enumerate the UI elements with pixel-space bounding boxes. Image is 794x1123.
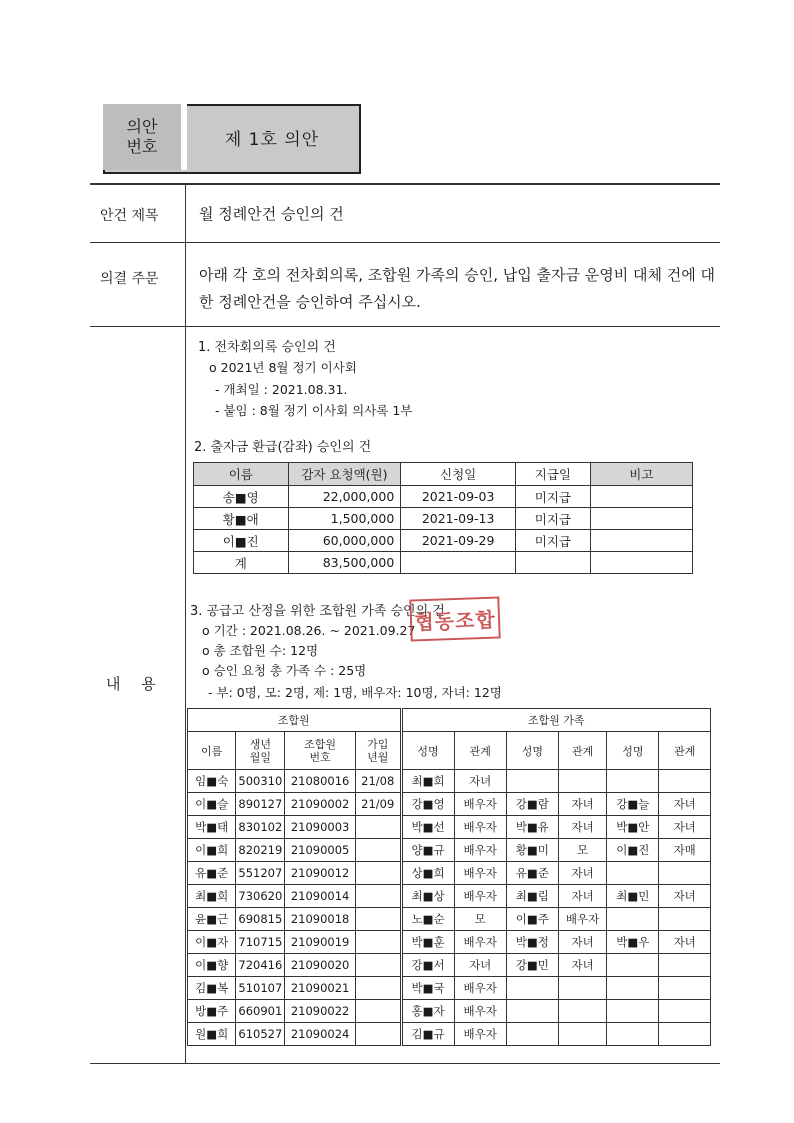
family-relation-1: 자녀 (454, 770, 506, 793)
member-birth: 890127 (236, 793, 285, 816)
section2-title: 2. 출자금 환급(감좌) 승인의 건 (194, 440, 372, 455)
section1-line2: - 개최일 : 2021.08.31. (215, 382, 348, 397)
member-birth: 710715 (236, 931, 285, 954)
family-relation-3: 자녀 (659, 816, 711, 839)
refund-table-header (194, 463, 693, 486)
table-row (188, 977, 711, 1000)
member-number: 21090018 (285, 908, 356, 931)
family-relation-header: 관계 (454, 732, 506, 770)
member-name: 이■희 (188, 839, 236, 862)
table-row (194, 530, 693, 552)
col-paydate-header: 지급일 (516, 463, 591, 486)
member-name: 유■준 (188, 862, 236, 885)
member-number: 21090005 (285, 839, 356, 862)
table-row (188, 1000, 711, 1023)
member-number: 21090019 (285, 931, 356, 954)
family-name-3 (607, 770, 659, 793)
member-join (355, 839, 401, 862)
family-name-1: 최■상 (401, 885, 454, 908)
member-number: 21090020 (285, 954, 356, 977)
family-relation-2: 모 (558, 839, 606, 862)
member-number: 21090003 (285, 816, 356, 839)
member-join: 21/09 (355, 793, 401, 816)
table-row (188, 954, 711, 977)
member-join-header: 가입 년월 (355, 732, 401, 770)
refund-note (590, 486, 692, 508)
family-name-2: 이■주 (506, 908, 558, 931)
family-relation-1: 배우자 (454, 1000, 506, 1023)
member-birth: 690815 (236, 908, 285, 931)
refund-amount: 60,000,000 (288, 530, 401, 552)
family-name-2 (506, 770, 558, 793)
member-join (355, 931, 401, 954)
member-join (355, 885, 401, 908)
family-relation-2: 자녀 (558, 816, 606, 839)
family-name-1: 박■국 (401, 977, 454, 1000)
member-birth-header: 생년 월일 (236, 732, 285, 770)
family-name-3 (607, 908, 659, 931)
member-name: 이■슬 (188, 793, 236, 816)
member-number: 21090021 (285, 977, 356, 1000)
refund-status: 미지급 (516, 508, 591, 530)
family-name-1: 강■영 (401, 793, 454, 816)
family-name-3 (607, 862, 659, 885)
family-relation-2: 자녀 (558, 931, 606, 954)
family-name-1: 박■훈 (401, 931, 454, 954)
refund-date: 2021-09-29 (401, 530, 516, 552)
family-name-3 (607, 1000, 659, 1023)
bottom-rule (90, 1063, 720, 1064)
family-relation-1: 배우자 (454, 931, 506, 954)
family-relation-3: 자녀 (659, 931, 711, 954)
member-name: 원■희 (188, 1023, 236, 1046)
refund-status: 미지급 (516, 486, 591, 508)
family-name-3: 박■우 (607, 931, 659, 954)
subject-label: 안건 제목 (100, 208, 159, 224)
family-name-3: 이■진 (607, 839, 659, 862)
col-note-header: 비고 (590, 463, 692, 486)
member-birth: 720416 (236, 954, 285, 977)
resolution-value: 아래 각 호의 전차회의록, 조합원 가족의 승인, 납입 출자금 운영비 대체 건에 대한 정례안건을 승인하여 주십시오. (199, 266, 715, 311)
family-name-2: 박■유 (506, 816, 558, 839)
agenda-label-line1: 의안 (126, 117, 158, 136)
agenda-number-label (103, 104, 187, 170)
family-name-header: 성명 (506, 732, 558, 770)
refund-name: 송■영 (194, 486, 289, 508)
total-amount: 83,500,000 (288, 552, 401, 574)
family-name-1: 김■규 (401, 1023, 454, 1046)
family-relation-1: 모 (454, 908, 506, 931)
family-name-1: 노■순 (401, 908, 454, 931)
refund-note (590, 530, 692, 552)
member-number: 21090024 (285, 1023, 356, 1046)
family-relation-2: 자녀 (558, 885, 606, 908)
family-name-3: 최■민 (607, 885, 659, 908)
table-row (188, 931, 711, 954)
member-name: 방■주 (188, 1000, 236, 1023)
family-relation-2 (558, 770, 606, 793)
family-name-1: 홍■자 (401, 1000, 454, 1023)
family-name-1: 상■희 (401, 862, 454, 885)
member-join (355, 954, 401, 977)
total-note (590, 552, 692, 574)
agenda-label-line2: 번호 (126, 137, 158, 156)
table-row (188, 770, 711, 793)
section1-line1: o 2021년 8월 정기 이사회 (209, 360, 357, 375)
family-name-header: 성명 (607, 732, 659, 770)
member-birth: 830102 (236, 816, 285, 839)
family-relation-2: 자녀 (558, 793, 606, 816)
family-table-header (188, 732, 711, 770)
table-row (194, 508, 693, 530)
refund-name: 황■애 (194, 508, 289, 530)
member-join (355, 977, 401, 1000)
family-relation-1: 배우자 (454, 977, 506, 1000)
member-number: 21090022 (285, 1000, 356, 1023)
section3-line4: - 부: 0명, 모: 2명, 제: 1명, 배우자: 10명, 자녀: 12명 (208, 685, 502, 700)
family-name-1: 강■서 (401, 954, 454, 977)
family-name-1: 최■희 (401, 770, 454, 793)
section3-title: 3. 공급고 산정을 위한 조합원 가족 승인의 건 (190, 604, 445, 619)
family-name-2 (506, 1023, 558, 1046)
member-name: 이■향 (188, 954, 236, 977)
member-join (355, 1023, 401, 1046)
refund-status: 미지급 (516, 530, 591, 552)
member-birth: 820219 (236, 839, 285, 862)
member-birth: 500310 (236, 770, 285, 793)
col-amount-header: 감자 요청액(원) (288, 463, 401, 486)
member-name: 이■자 (188, 931, 236, 954)
refund-note (590, 508, 692, 530)
family-name-2: 최■림 (506, 885, 558, 908)
refund-date: 2021-09-13 (401, 508, 516, 530)
family-relation-3 (659, 862, 711, 885)
col-name-header: 이름 (194, 463, 289, 486)
content-label: 내 용 (106, 675, 164, 693)
family-table-body (188, 770, 711, 1046)
member-birth: 510107 (236, 977, 285, 1000)
family-name-3 (607, 1023, 659, 1046)
member-number: 21080016 (285, 770, 356, 793)
family-name-1: 박■선 (401, 816, 454, 839)
family-name-3: 박■안 (607, 816, 659, 839)
member-join: 21/08 (355, 770, 401, 793)
family-name-2: 박■정 (506, 931, 558, 954)
member-join (355, 816, 401, 839)
member-name: 임■숙 (188, 770, 236, 793)
family-name-2: 유■준 (506, 862, 558, 885)
family-relation-header: 관계 (558, 732, 606, 770)
family-relation-3 (659, 954, 711, 977)
family-relation-1: 배우자 (454, 1023, 506, 1046)
member-name: 박■태 (188, 816, 236, 839)
family-name-3 (607, 954, 659, 977)
member-birth: 660901 (236, 1000, 285, 1023)
label-column-divider (185, 183, 186, 1063)
member-join (355, 1000, 401, 1023)
col-date-header: 신청일 (401, 463, 516, 486)
family-relation-2 (558, 977, 606, 1000)
family-relation-3 (659, 1000, 711, 1023)
refund-date: 2021-09-03 (401, 486, 516, 508)
total-date (401, 552, 516, 574)
resolution-label: 의결 주문 (100, 271, 159, 287)
section3-line1: o 기간 : 2021.08.26. ~ 2021.09.27 (202, 623, 416, 638)
family-relation-3 (659, 770, 711, 793)
subject-value: 월 정례안건 승인의 건 (199, 205, 344, 223)
total-status (516, 552, 591, 574)
refund-table (193, 462, 693, 574)
family-name-2 (506, 977, 558, 1000)
family-name-2 (506, 1000, 558, 1023)
table-row (188, 816, 711, 839)
family-relation-2 (558, 1000, 606, 1023)
family-relation-3 (659, 1023, 711, 1046)
member-birth: 730620 (236, 885, 285, 908)
family-name-3: 강■늘 (607, 793, 659, 816)
family-name-2: 강■람 (506, 793, 558, 816)
family-relation-1: 배우자 (454, 862, 506, 885)
section1-line3: - 붙임 : 8월 정기 이사회 의사록 1부 (215, 403, 413, 418)
family-relation-1: 배우자 (454, 816, 506, 839)
family-relation-1: 배우자 (454, 839, 506, 862)
member-name-header: 이름 (188, 732, 236, 770)
table-row (188, 862, 711, 885)
family-relation-3 (659, 908, 711, 931)
refund-name: 이■진 (194, 530, 289, 552)
member-number: 21090002 (285, 793, 356, 816)
total-label: 계 (194, 552, 289, 574)
family-relation-2: 자녀 (558, 862, 606, 885)
family-relation-header: 관계 (659, 732, 711, 770)
table-row (188, 793, 711, 816)
family-relation-2: 배우자 (558, 908, 606, 931)
family-name-2: 강■민 (506, 954, 558, 977)
member-birth: 551207 (236, 862, 285, 885)
refund-amount: 22,000,000 (288, 486, 401, 508)
member-join (355, 908, 401, 931)
family-name-3 (607, 977, 659, 1000)
table-row (188, 839, 711, 862)
table-row (188, 885, 711, 908)
family-relation-2: 자녀 (558, 954, 606, 977)
section1-title: 1. 전차회의록 승인의 건 (198, 340, 336, 355)
table-row (188, 1023, 711, 1046)
section3-line2: o 총 조합원 수: 12명 (202, 643, 319, 658)
seal-stamp: 협동조합 (409, 596, 500, 641)
member-birth: 610527 (236, 1023, 285, 1046)
family-relation-1: 자녀 (454, 954, 506, 977)
member-number: 21090012 (285, 862, 356, 885)
family-table-group-header (188, 709, 711, 732)
member-number-header: 조합원 번호 (285, 732, 356, 770)
member-group-header: 조합원 (188, 709, 402, 732)
family-relation-3: 자녀 (659, 793, 711, 816)
family-relation-3: 자매 (659, 839, 711, 862)
member-name: 윤■근 (188, 908, 236, 931)
family-relation-1: 배우자 (454, 793, 506, 816)
family-group-header: 조합원 가족 (401, 709, 711, 732)
agenda-title: 제 1호 의안 (224, 129, 320, 150)
member-name: 김■복 (188, 977, 236, 1000)
family-name-header: 성명 (401, 732, 454, 770)
family-relation-3: 자녀 (659, 885, 711, 908)
family-name-2: 황■미 (506, 839, 558, 862)
member-join (355, 862, 401, 885)
family-relation-2 (558, 1023, 606, 1046)
member-name: 최■희 (188, 885, 236, 908)
family-name-1: 양■규 (401, 839, 454, 862)
member-number: 21090014 (285, 885, 356, 908)
section3-line3: o 승인 요청 총 가족 수 : 25명 (202, 663, 367, 678)
family-table (187, 708, 711, 1046)
refund-amount: 1,500,000 (288, 508, 401, 530)
family-relation-1: 배우자 (454, 885, 506, 908)
table-row (194, 486, 693, 508)
table-row (188, 908, 711, 931)
table-total-row (194, 552, 693, 574)
family-relation-3 (659, 977, 711, 1000)
